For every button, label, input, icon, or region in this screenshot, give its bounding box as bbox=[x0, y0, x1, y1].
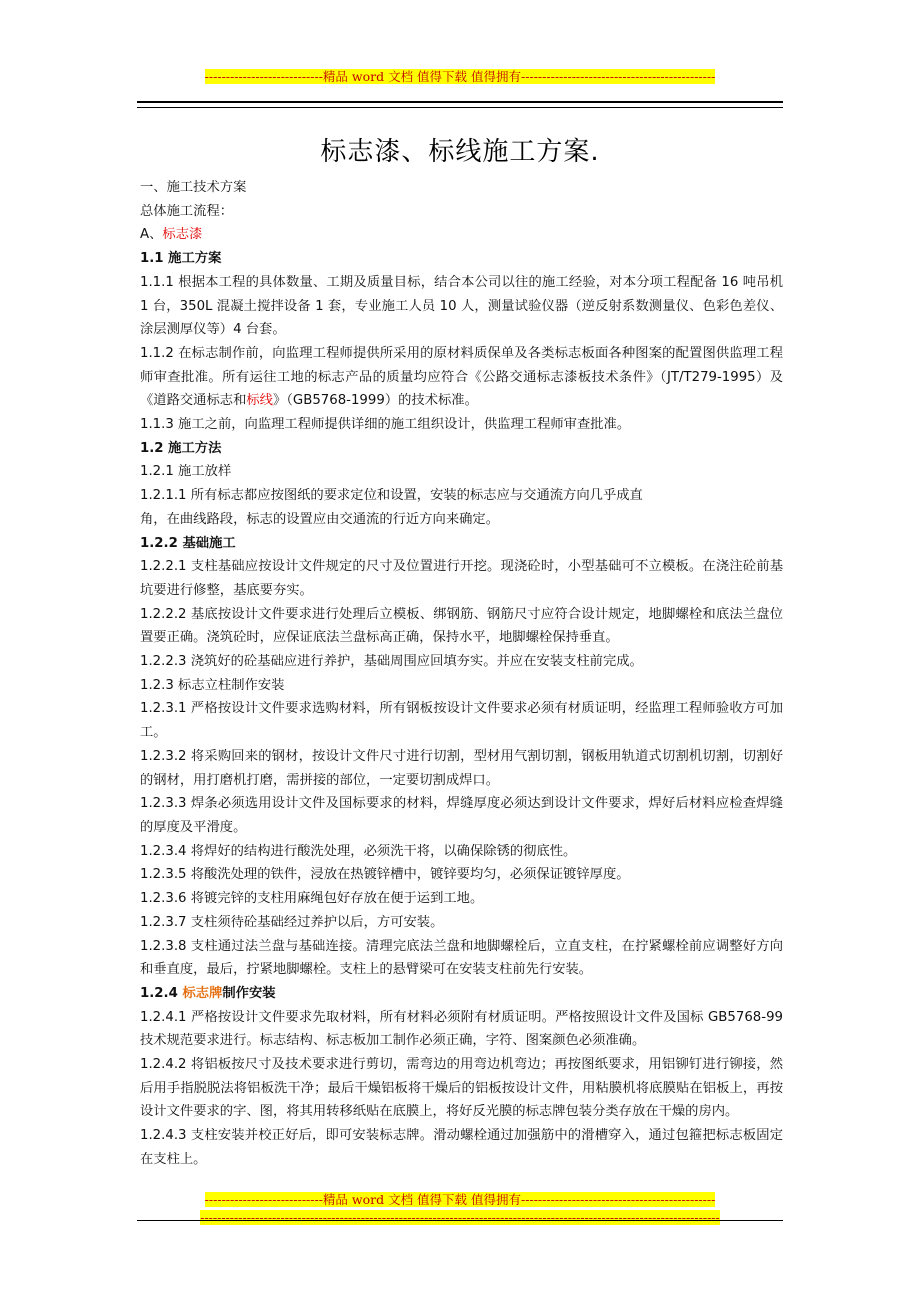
paragraph-1-2-2-2: 1.2.2.2 基底按设计文件要求进行处理后立模板、绑钢筋、钢筋尺寸应符合设计规定，地脚螺栓和底法兰盘位置要正确。浇筑砼时，应保证底法兰盘标高正确，保持水平，地脚螺栓保持垂直。 bbox=[140, 606, 783, 646]
subsection-a bbox=[140, 223, 783, 247]
footer-banner-dashes bbox=[0, 1207, 920, 1226]
paragraph-1-2-3-2: 1.2.3.2 将采购回来的钢材，按设计文件尺寸进行切割，型材用气割切割，钢板用轨道式切割机切割，切割好的钢材，用打磨机打磨，需拼接的部位，一定要切割成焊口。 bbox=[140, 748, 783, 788]
section-subheading: 总体施工流程： bbox=[140, 203, 234, 219]
footer-banner-dashes-text: --------------------------------------------------------------------------------------------------------------------------- bbox=[200, 1210, 720, 1225]
heading-1-2-4-suffix: 制作安装 bbox=[222, 985, 276, 1001]
footer-banner bbox=[0, 1189, 920, 1208]
heading-1-2-1: 1.2.1 施工放样 bbox=[140, 464, 232, 480]
link-biaozhiqi[interactable]: 标志漆 bbox=[162, 227, 203, 243]
paragraph-1-1-2-text-b: 》（GB5768-1999）的技术标准。 bbox=[272, 393, 478, 409]
link-biaoxian[interactable]: 标线 bbox=[246, 393, 273, 409]
heading-1-2-4-prefix: 1.2.4 bbox=[140, 985, 183, 1001]
paragraph-1-2-3-5: 1.2.3.5 将酸洗处理的铁件，浸放在热镀锌槽中，镀锌要均匀，必须保证镀锌厚度。 bbox=[140, 867, 630, 883]
paragraph-1-2-3-7: 1.2.3.7 支柱须待砼基础经过养护以后，方可安装。 bbox=[140, 914, 444, 930]
paragraph-1-2-2-3: 1.2.2.3 浇筑好的砼基础应进行养护，基础周围应回填夯实。并应在安装支柱前完成。 bbox=[140, 654, 643, 670]
heading-1-2-2: 1.2.2 基础施工 bbox=[140, 535, 236, 551]
paragraph-1-2-4-1: 1.2.4.1 严格按设计文件要求先取材料，所有材料必须附有材质证明。严格按照设计文件及国标 GB5768-99 技术规范要求进行。标志结构、标志板加工制作必须正确，字符、图案颜色必须准确。 bbox=[140, 1009, 783, 1049]
paragraph-1-1-2 bbox=[140, 342, 783, 413]
paragraph-1-2-2-1: 1.2.2.1 支柱基础应按设计文件规定的尺寸及位置进行开挖。现浇砼时，小型基础可不立模板。在浇注砼前基坑要进行修整，基底要夯实。 bbox=[140, 559, 783, 598]
paragraph-1-1-2-text-a: 1.1.2 在标志制作前，向监理工程师提供所采用的原材料质保单及各类标志板面各种图案的配置图供监理工程师审查批准。所有运往工地的标志产品的质量均应符合《公路交通标志漆板技术条件》（JT/T279-1995）及《道路交通标志和 bbox=[140, 345, 783, 409]
paragraph-1-2-3-8: 1.2.3.8 支柱通过法兰盘与基础连接。清理完底法兰盘和地脚螺栓后，立直支柱，在拧紧螺栓前应调整好方向和垂直度，最后，拧紧地脚螺栓。支柱上的悬臂梁可在安装支柱前先行安装。 bbox=[140, 938, 783, 978]
paragraph-1-1-3: 1.1.3 施工之前，向监理工程师提供详细的施工组织设计，供监理工程师审查批准。 bbox=[140, 417, 631, 433]
paragraph-1-2-3-4: 1.2.3.4 将焊好的结构进行酸洗处理，必须洗干将，以确保除锈的彻底性。 bbox=[140, 843, 577, 859]
paragraph-1-1-1: 1.1.1 根据本工程的具体数量、工期及质量目标，结合本公司以往的施工经验，对本分项工程配备 16 吨吊机 1 台，350L 混凝土搅拌设备 1 套，专业施工人员 10 人，测量试验仪器（逆反射系数测量仪、色彩色差仪、涂层测厚仪等）4 台套。 bbox=[140, 274, 783, 338]
heading-1-1: 1.1 施工方案 bbox=[140, 251, 222, 267]
section-heading: 一、施工技术方案 bbox=[140, 180, 247, 195]
paragraph-1-2-3-6: 1.2.3.6 将镀完锌的支柱用麻绳包好存放在便于运到工地。 bbox=[140, 891, 484, 907]
header-banner-text: ----------------------------精品 word 文档 值得下载 值得拥有---------------------------------------------- bbox=[204, 69, 716, 84]
heading-1-2-4 bbox=[140, 982, 783, 1006]
subsection-a-prefix: A、 bbox=[140, 227, 163, 243]
header-divider bbox=[137, 101, 783, 108]
paragraph-1-2-3-1: 1.2.3.1 严格按设计文件要求选购材料，所有钢板按设计文件要求必须有材质证明，经监理工程师验收方可加工。 bbox=[140, 701, 783, 741]
footer-divider bbox=[137, 1220, 783, 1221]
paragraph-1-2-3-3: 1.2.3.3 焊条必须选用设计文件及国标要求的材料，焊缝厚度必须达到设计文件要求，焊好后材料应检查焊缝的厚度及平滑度。 bbox=[140, 796, 783, 835]
footer-banner-text: ----------------------------精品 word 文档 值得下载 值得拥有---------------------------------------------- bbox=[204, 1192, 716, 1207]
heading-1-2: 1.2 施工方法 bbox=[140, 440, 222, 456]
paragraph-1-2-4-2: 1.2.4.2 将铝板按尺寸及技术要求进行剪切，需弯边的用弯边机弯边；再按图纸要求，用铝铆钉进行铆接，然后用手指脱脱法将铝板洗干净；最后干燥铝板将干燥后的铝板按设计文件，用粘膜机将底膜贴在铝板上，再按设计文件要求的字、图，将其用转移纸贴在底膜上，将好反光膜的标志牌包装分类存放在干燥的房内。 bbox=[140, 1057, 783, 1120]
document-body bbox=[140, 176, 783, 1172]
link-biaozhipai[interactable]: 标志牌 bbox=[182, 985, 223, 1001]
paragraph-1-2-1-1-line2: 角，在曲线路段，标志的设置应由交通流的行近方向来确定。 bbox=[140, 511, 500, 527]
header-banner bbox=[0, 66, 920, 85]
paragraph-1-2-4-3: 1.2.4.3 支柱安装并校正好后，即可安装标志牌。滑动螺栓通过加强筋中的滑槽穿入，通过包箍把标志板固定在支柱上。 bbox=[140, 1128, 783, 1167]
document-title: 标志漆、标线施工方案. bbox=[320, 137, 600, 167]
heading-1-2-3: 1.2.3 标志立柱制作安装 bbox=[140, 677, 285, 693]
paragraph-1-2-1-1-line1: 1.2.1.1 所有标志都应按图纸的要求定位和设置，安装的标志应与交通流方向几乎成直 bbox=[140, 488, 643, 504]
